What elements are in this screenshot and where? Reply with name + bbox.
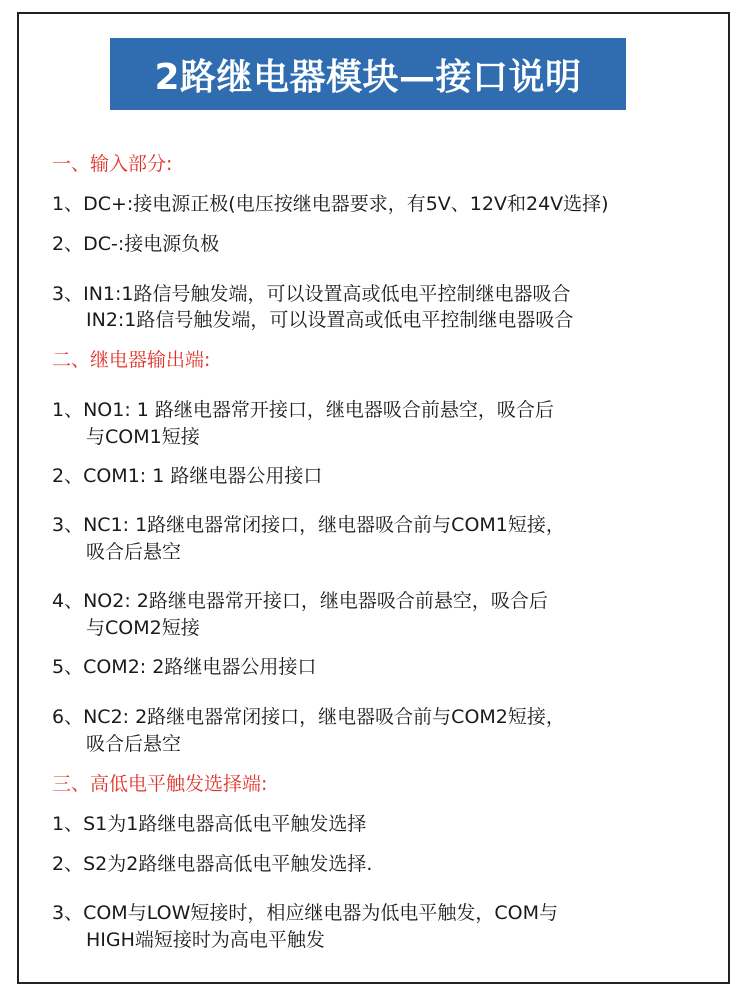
list-item: 1、NO1: 1 路继电器常开接口，继电器吸合前悬空，吸合后 [52, 399, 554, 421]
list-item-continuation: 与COM1短接 [86, 426, 200, 448]
section-heading-trigger-select: 三、高低电平触发选择端: [52, 773, 268, 795]
section-heading-relay-output: 二、继电器输出端: [52, 349, 211, 371]
list-item: 3、COM与LOW短接时，相应继电器为低电平触发，COM与 [52, 902, 558, 924]
list-item: 1、S1为1路继电器高低电平触发选择 [52, 813, 367, 835]
list-item: 2、S2为2路继电器高低电平触发选择. [52, 853, 373, 875]
list-item: 3、IN1:1路信号触发端，可以设置高或低电平控制继电器吸合 [52, 283, 571, 305]
list-item: 4、NO2: 2路继电器常开接口，继电器吸合前悬空，吸合后 [52, 590, 548, 612]
list-item: 5、COM2: 2路继电器公用接口 [52, 656, 317, 678]
list-item: 2、DC-:接电源负极 [52, 233, 220, 255]
list-item: 2、COM1: 1 路继电器公用接口 [52, 465, 323, 487]
list-item-continuation: 吸合后悬空 [86, 541, 182, 563]
list-item-continuation: 与COM2短接 [86, 617, 200, 639]
list-item: 1、DC+:接电源正极(电压按继电器要求，有5V、12V和24V选择) [52, 193, 609, 215]
page-title: 2路继电器模块—接口说明 [154, 56, 582, 98]
section-heading-input: 一、输入部分: [52, 153, 173, 175]
list-item-continuation: 吸合后悬空 [86, 733, 182, 755]
list-item-continuation: IN2:1路信号触发端，可以设置高或低电平控制继电器吸合 [86, 309, 574, 331]
list-item: 3、NC1: 1路继电器常闭接口，继电器吸合前与COM1短接， [52, 514, 565, 536]
title-banner [110, 38, 626, 110]
list-item-continuation: HIGH端短接时为高电平触发 [86, 929, 325, 951]
list-item: 6、NC2: 2路继电器常闭接口，继电器吸合前与COM2短接， [52, 706, 565, 728]
